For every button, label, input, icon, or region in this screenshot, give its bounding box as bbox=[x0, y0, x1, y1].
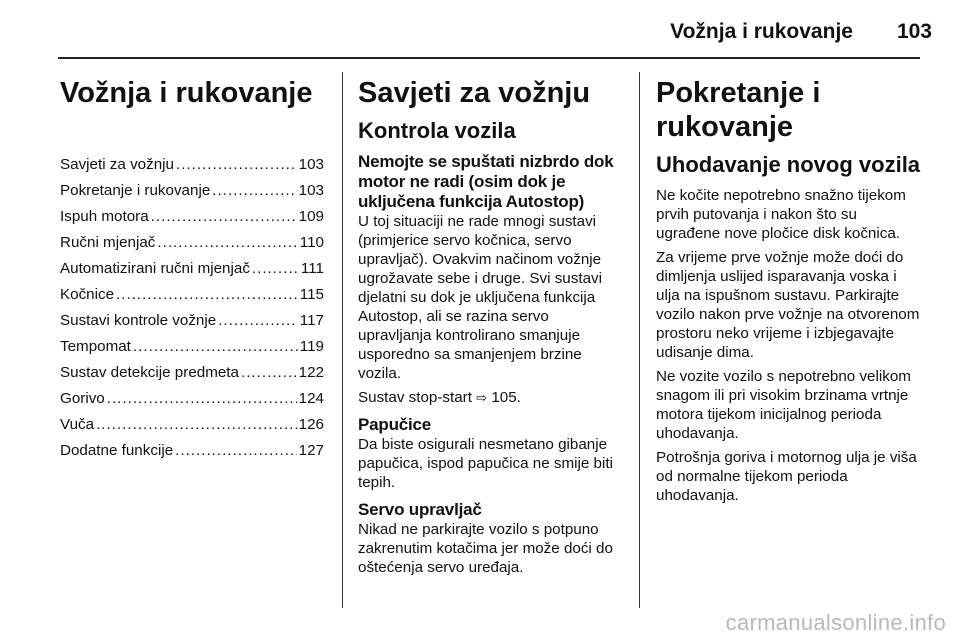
toc-item-title: Pokretanje i rukovanje bbox=[60, 182, 211, 199]
toc-item-title: Savjeti za vožnju bbox=[60, 156, 174, 173]
paragraph: Potrošnja goriva i motornog ulja je viša od normalne tijekom perioda uhodavanja. bbox=[656, 449, 917, 504]
toc-item-title: Tempomat bbox=[60, 338, 131, 355]
toc-dots bbox=[133, 334, 298, 360]
toc-dots bbox=[212, 178, 296, 204]
toc-item-page: 124 bbox=[298, 390, 324, 407]
toc-dots bbox=[107, 386, 297, 412]
toc-dots bbox=[116, 282, 298, 308]
toc-dots bbox=[176, 152, 297, 178]
toc-item[interactable] bbox=[60, 308, 324, 334]
toc-item[interactable] bbox=[60, 386, 324, 412]
toc-dots bbox=[241, 360, 297, 386]
toc-item-page: 117 bbox=[299, 312, 324, 329]
warning-text: U toj situaciji ne rade mnogi sustavi (primjerice servo kočnica, servo upravljač). Ovakvim načinom vožnje ugrožavate sebe i druge. Svi sustavi djelatni su dok je uključena funkcija Autostop, ali se razina servo upravljanja kontrolirano smanjuje usporedno sa smanjenjem brzine vozila. bbox=[358, 213, 602, 382]
driving-tips-column bbox=[358, 72, 624, 582]
toc-item[interactable] bbox=[60, 178, 324, 204]
toc-dots bbox=[157, 230, 297, 256]
section-title: Pokretanje i rukovanje bbox=[656, 77, 821, 143]
toc-column bbox=[60, 72, 324, 464]
toc-item-page: 119 bbox=[299, 338, 324, 355]
toc-item-title: Dodatne funkcije bbox=[60, 442, 174, 459]
toc-dots bbox=[175, 438, 297, 464]
toc-item[interactable] bbox=[60, 412, 324, 438]
table-of-contents bbox=[60, 152, 324, 464]
toc-dots bbox=[96, 412, 297, 438]
toc-item-title: Vuča bbox=[60, 416, 95, 433]
toc-item-title: Kočnice bbox=[60, 286, 115, 303]
toc-item-title: Sustav detekcije predmeta bbox=[60, 364, 239, 381]
steering-text: Nikad ne parkirajte vozilo s potpuno zakrenutim kotačima jer može doći do oštećenja servo uređaja. bbox=[358, 521, 613, 576]
toc-item[interactable] bbox=[60, 334, 324, 360]
toc-item-page: 110 bbox=[299, 234, 324, 251]
column-divider bbox=[639, 72, 640, 608]
header-rule bbox=[58, 57, 920, 59]
toc-item-page: 103 bbox=[298, 182, 324, 199]
section-title: Savjeti za vožnju bbox=[358, 77, 591, 109]
toc-item[interactable] bbox=[60, 256, 324, 282]
toc-item-page: 126 bbox=[298, 416, 324, 433]
chapter-title: Vožnja i rukovanje bbox=[60, 77, 313, 109]
page-header bbox=[28, 14, 932, 50]
warning-heading: Nemojte se spuštati nizbrdo dok motor ne radi (osim dok je uključena funkcija Autostop) bbox=[358, 152, 614, 211]
toc-item-page: 103 bbox=[298, 156, 324, 173]
header-page-number: 103 bbox=[896, 20, 932, 43]
header-chapter-title: Vožnja i rukovanje bbox=[670, 20, 853, 43]
toc-item[interactable] bbox=[60, 360, 324, 386]
column-divider bbox=[342, 72, 343, 608]
paragraph: Za vrijeme prve vožnje može doći do dimljenja uslijed isparavanja voska i ulja na ispušnom sustavu. Parkirajte vozilo nakon prve vožnje na otvorenom prostoru neko vrijeme i izbjegavajte udisanje dima. bbox=[656, 249, 920, 361]
toc-dots bbox=[218, 308, 298, 334]
page-reference-icon: ⇨ bbox=[476, 390, 488, 405]
toc-item-page: 127 bbox=[298, 442, 324, 459]
cross-reference bbox=[358, 388, 624, 407]
toc-item[interactable] bbox=[60, 230, 324, 256]
watermark: carmanualsonline.info bbox=[725, 610, 946, 635]
toc-item-title: Ispuh motora bbox=[60, 208, 149, 225]
toc-item[interactable] bbox=[60, 204, 324, 230]
toc-dots bbox=[151, 204, 297, 230]
toc-item-title: Ručni mjenjač bbox=[60, 234, 156, 251]
subsection-title: Kontrola vozila bbox=[358, 118, 516, 143]
toc-item[interactable] bbox=[60, 282, 324, 308]
toc-item[interactable] bbox=[60, 438, 324, 464]
reference-text: Sustav stop-start bbox=[358, 389, 472, 406]
toc-dots bbox=[252, 256, 299, 282]
reference-page[interactable]: 105. bbox=[491, 389, 521, 406]
starting-column bbox=[656, 72, 924, 510]
toc-item-page: 109 bbox=[298, 208, 324, 225]
toc-item-title: Automatizirani ručni mjenjač bbox=[60, 260, 250, 277]
paragraph: Ne vozite vozilo s nepotrebno velikom snagom ili pri visokim brzinama vrtnje motora tijekom inicijalnog perioda uhodavanja. bbox=[656, 368, 911, 442]
steering-heading: Servo upravljač bbox=[358, 500, 482, 519]
pedals-text: Da biste osigurali nesmetano gibanje papučica, ispod papučica ne smije biti tepih. bbox=[358, 436, 613, 491]
toc-item-title: Sustavi kontrole vožnje bbox=[60, 312, 217, 329]
toc-item-title: Gorivo bbox=[60, 390, 105, 407]
toc-item-page: 122 bbox=[298, 364, 324, 381]
toc-item[interactable] bbox=[60, 152, 324, 178]
subsection-title: Uhodavanje novog vozila bbox=[656, 152, 921, 177]
toc-item-page: 115 bbox=[299, 286, 324, 303]
pedals-heading: Papučice bbox=[358, 415, 432, 434]
paragraph: Ne kočite nepotrebno snažno tijekom prvih putovanja i nakon što su ugrađene nove pločice disk kočnica. bbox=[656, 187, 906, 242]
toc-item-page: 111 bbox=[300, 260, 324, 277]
